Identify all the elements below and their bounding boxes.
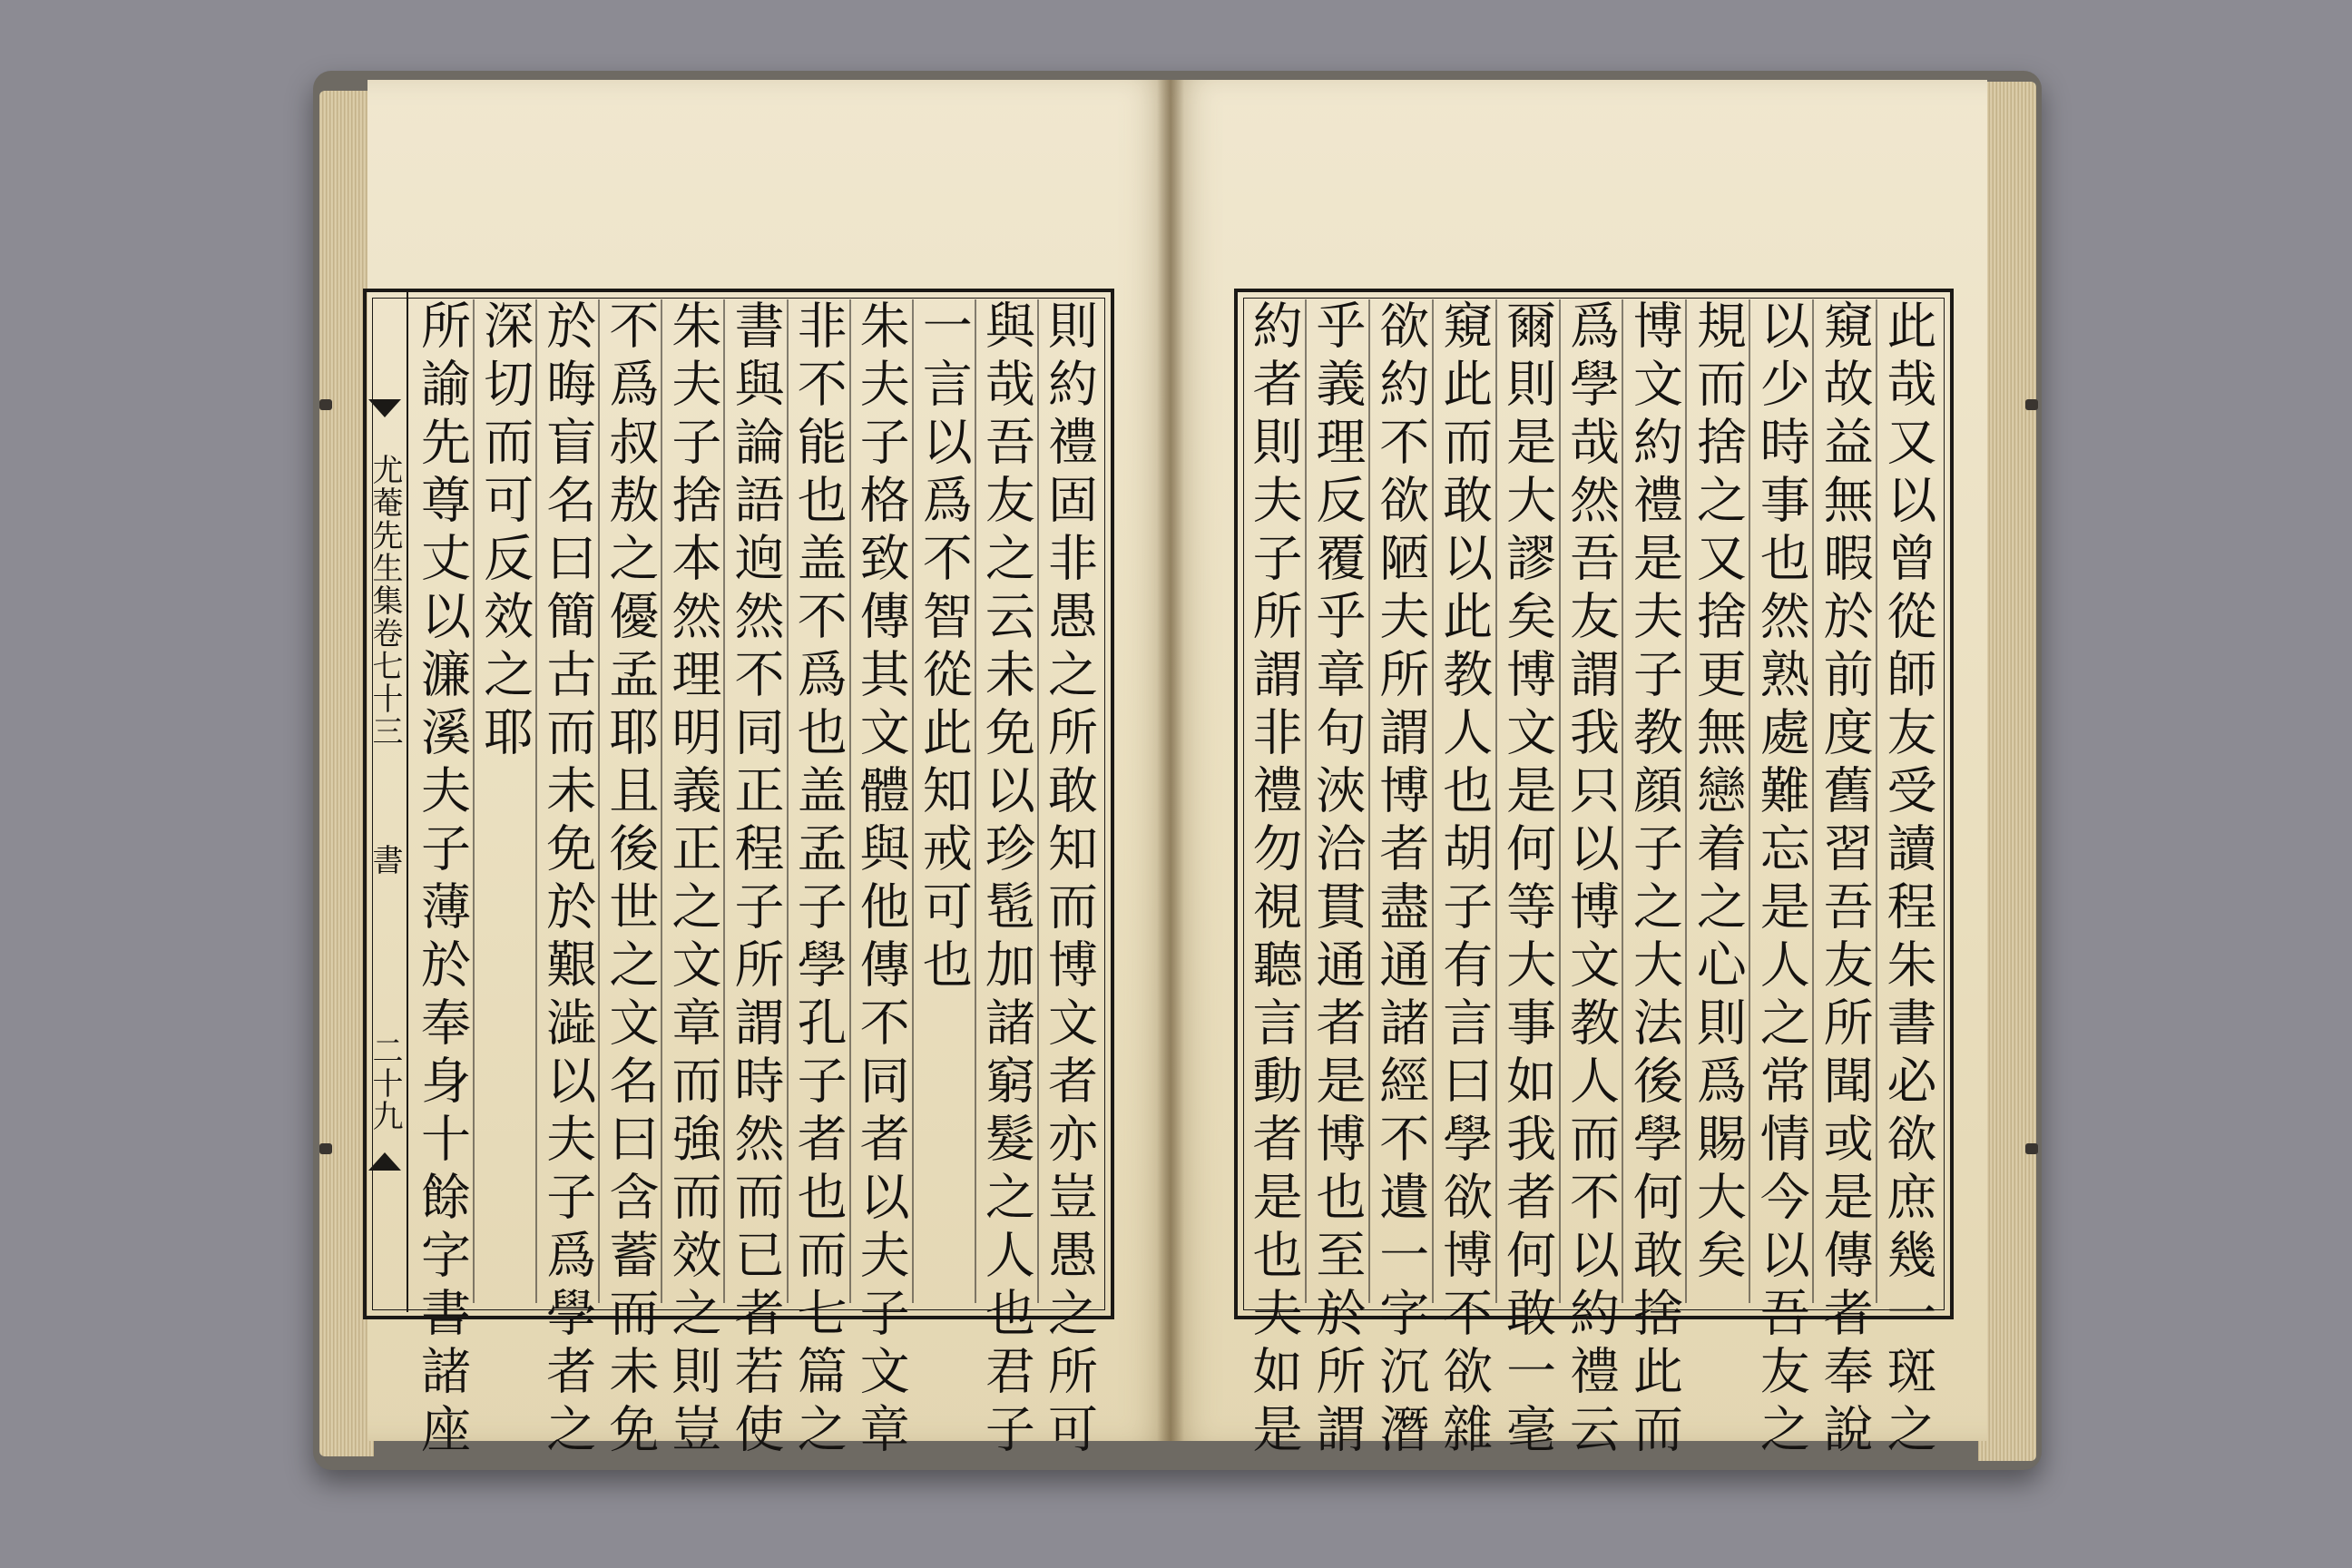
binding-thread	[319, 399, 332, 410]
column-rule	[1495, 299, 1497, 1303]
binding-thread	[319, 1143, 332, 1154]
text-column: 窺此而敢以此教人也胡子有言曰學欲博不欲雜	[1435, 299, 1494, 1461]
column-rule	[1305, 299, 1307, 1303]
text-column: 爾則是大謬矣博文是何等大事如我者何敢一毫	[1498, 299, 1557, 1461]
column-rule	[1685, 299, 1687, 1303]
section-label: 書	[367, 844, 403, 877]
text-column: 規而捨之又捨更無戀着之心則爲賜大矣	[1688, 299, 1747, 1287]
text-column: 朱夫子格致傳其文體與他傳不同者以夫子文章	[851, 299, 910, 1461]
column-rule	[661, 299, 662, 1303]
text-column: 爲學哉然吾友謂我只以博文教人而不以約禮云	[1562, 299, 1620, 1461]
text-column: 不爲叔敖之優孟耶且後世之文名曰含蓄而未免	[601, 299, 660, 1461]
column-rule	[1876, 299, 1877, 1303]
text-column: 此哉又以曾從師友受讀程朱書必欲庶幾一斑之	[1878, 299, 1937, 1461]
column-rule	[1037, 299, 1039, 1303]
fishtail-mark-icon	[368, 399, 401, 417]
text-column: 於晦盲名曰簡古而未免於艱澁以夫子爲學者之	[538, 299, 597, 1461]
column-rule	[535, 299, 537, 1303]
text-column: 則約禮固非愚之所敢知而博文者亦豈愚之所可	[1039, 299, 1098, 1461]
column-rule	[598, 299, 600, 1303]
text-column: 所諭先尊丈以濂溪夫子薄於奉身十餘字書諸座	[413, 299, 472, 1461]
column-rule	[473, 299, 475, 1303]
column-rule	[1812, 299, 1814, 1303]
column-rule	[787, 299, 789, 1303]
column-rule	[723, 299, 725, 1303]
text-column: 乎義理反覆乎章句浹洽貫通者是博也至於所謂	[1308, 299, 1367, 1461]
text-column: 窺故益無暇於前度舊習吾友所聞或是傳者奉說	[1815, 299, 1874, 1461]
text-column: 朱夫子捨本然理明義正之文章而強而效之則豈	[663, 299, 722, 1461]
text-column: 書與論語逈然不同正程子所謂時然而已者若使	[726, 299, 785, 1461]
column-rule	[1749, 299, 1750, 1303]
binding-thread	[2025, 399, 2038, 410]
text-column: 約者則夫子所謂非禮勿視聽言動者是也夫如是	[1244, 299, 1303, 1461]
column-rule	[912, 299, 914, 1303]
fishtail-mark-icon	[368, 1152, 401, 1171]
book-title: 尤菴先生集卷七十三	[367, 454, 403, 748]
column-rule	[975, 299, 976, 1303]
binding-thread	[2025, 1143, 2038, 1154]
book-gutter	[1157, 80, 1184, 1441]
text-column: 深切而可反效之耶	[475, 299, 534, 764]
text-column: 以少時事也然熟處難忘是人之常情今以吾友之	[1751, 299, 1810, 1461]
text-column: 與哉吾友之云未免以珍髢加諸窮髮之人也君子	[976, 299, 1035, 1461]
column-rule	[849, 299, 851, 1303]
column-rule	[1622, 299, 1623, 1303]
column-rule	[1368, 299, 1370, 1303]
text-column: 非不能也盖不爲也盖孟子學孔子者也而七篇之	[789, 299, 848, 1461]
text-column: 一言以爲不智從此知戒可也	[914, 299, 973, 996]
folio-number: 二十九	[367, 1034, 403, 1132]
column-rule	[1559, 299, 1561, 1303]
column-rule	[1432, 299, 1434, 1303]
text-column: 博文約禮是夫子教顔子之大法後學何敢捨此而	[1624, 299, 1683, 1461]
text-column: 欲約不欲陋夫所謂博者盡通諸經不遺一字沉潛	[1371, 299, 1430, 1461]
